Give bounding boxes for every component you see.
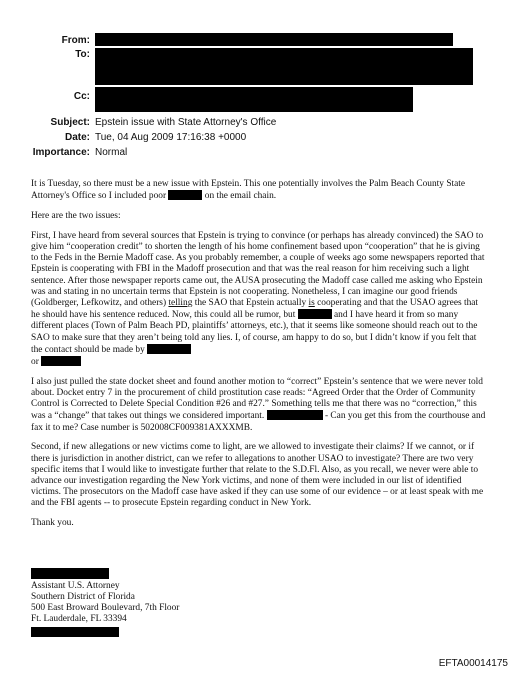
importance-value: Normal	[95, 147, 128, 158]
cc-redaction	[95, 87, 413, 112]
paragraph-docket: I also just pulled the state docket sheet and found another motion to “correct” Epstein’s sentence that we were never told about. Docket entry 7 in the procurement of child prostitution case reads: “Agreed Order that the Order of Community Control is Corrected to Delete Special Condition #26 and #27.” Something tells me that there was no “correction,” this was a “change” that takes out things we considered important. - Can you get this from the courthouse and fax it to me? Case number is 502008CF009381AXXXMB.	[31, 376, 486, 433]
signature-contact-redaction	[31, 627, 119, 637]
cc-label: Cc:	[73, 91, 90, 102]
inline-redaction	[168, 190, 202, 200]
subject-label: Subject:	[50, 117, 90, 128]
inline-redaction	[41, 356, 81, 366]
from-redaction	[95, 33, 453, 46]
to-label: To:	[75, 49, 90, 60]
bates-number: EFTA00014175	[438, 658, 508, 669]
paragraph-second-issue: Second, if new allegations or new victims come to light, are we allowed to investigate their claims? If we cannot, or if there is jurisdiction in another district, can we refer to allegations to another USAO to investigate? There are two very specific items that I would like to investigate further that relate to the S.D.Fl. Also, as you recall, we never were able to advance our investigation regarding the New York victims, and none of them were included in our list of identified victims. The prosecutors on the Madoff case have asked if they can use some of our evidence – or at least speak with me and the FBI agents -- to prosecute Epstein regarding conduct in New York.	[31, 442, 484, 509]
email-body	[31, 179, 489, 538]
date-value: Tue, 04 Aug 2009 17:16:38 +0000	[95, 132, 247, 143]
date-label: Date:	[64, 132, 90, 143]
inline-redaction	[267, 410, 323, 420]
paragraph-thanks: Thank you.	[31, 518, 74, 529]
paragraph-issues-intro: Here are the two issues:	[31, 211, 121, 221]
inline-redaction	[298, 309, 332, 319]
to-redaction	[95, 48, 473, 85]
subject-value: Epstein issue with State Attorney's Office	[95, 117, 277, 128]
signature-name-redaction	[31, 568, 109, 579]
signature-address-line1: 500 East Broward Boulevard, 7th Floor	[31, 603, 180, 613]
signature-title: Assistant U.S. Attorney	[31, 581, 120, 591]
signature-address-line2: Ft. Lauderdale, FL 33394	[31, 614, 127, 624]
from-label: From:	[61, 35, 90, 46]
signature-office: Southern District of Florida	[31, 592, 135, 602]
paragraph-first-issue: First, I have heard from several sources that Epstein is trying to convince (or perhaps has already convinced) the SAO to give him “cooperation credit” to shorten the length of his home confinement based upon “cooperation” that he is giving to the Feds in the Bernie Madoff case. As you probably remember, a couple of weeks ago some newspapers reported that Epstein is cooperating with FBI in the Madoff prosecution and that was the real reason for him receiving such a light sentence. After those newspaper reports came out, the AUSA prosecuting the Madoff case called me asking who Epstein was and stating in no uncertain terms that Epstein is not cooperating. Nonetheless, I can imagine our good friends (Goldberger, Lefkowitz, and others) telling the SAO that Epstein actually is cooperating and that the USAO agrees that he should have his sentence reduced. Now, this could all be rumor, but and I have heard it from so many different places (Town of Palm Beach PD, plaintiffs’ attorneys, etc.), that it seems like someone should reach out to the SAO to make sure that they aren’t being told any lies. I, of course, am happy to do so, but I didn’t know if you felt that the contact should be made by or	[31, 230, 485, 368]
importance-label: Importance:	[32, 147, 90, 158]
paragraph-intro: It is Tuesday, so there must be a new issue with Epstein. This one potentially involves the Palm Beach County State Attorney's Office so I included poor on the email chain.	[31, 179, 466, 202]
inline-redaction	[147, 344, 191, 354]
